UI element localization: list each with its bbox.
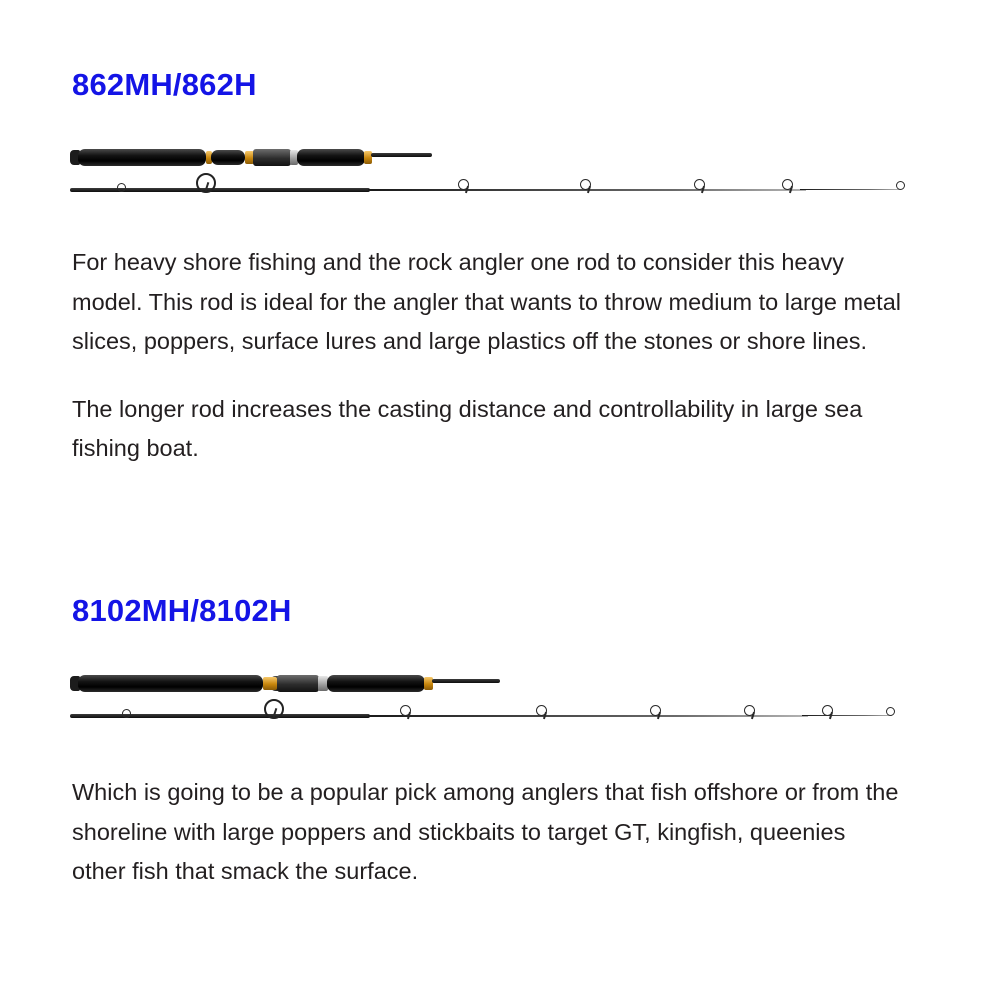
rod-tip-section-8102 [70,709,930,723]
paragraph: The longer rod increases the casting distance and controllability in large sea fishing boat. [72,395,863,461]
butt-blank [371,153,432,157]
fore-grip [327,675,425,692]
butt-blank [432,679,500,683]
description-8102 [0,773,1001,891]
tip-blank-thick [70,714,370,718]
rod-section-8102 [0,594,1001,892]
rod-section-862 [0,68,1001,468]
tip-blank-taper [368,715,808,717]
rear-grip [78,149,206,166]
tip-blank-fine [802,715,892,716]
gold-accent-ring-2 [267,677,277,690]
tip-top-guide-icon [896,181,905,190]
grip-mid [211,150,245,165]
fore-grip [297,149,365,166]
rod-butt-section-8102 [70,674,510,693]
rod-illustration-8102 [70,666,930,741]
tip-top-guide-icon [886,707,895,716]
rod-illustration-862 [70,140,930,215]
reel-seat [277,675,319,692]
tip-blank-fine [800,189,900,190]
rod-tip-section-862 [70,183,930,197]
page-title-862: 862MH/862H [72,67,257,102]
paragraph: Which is going to be a popular pick among anglers that fish offshore or from the shoreline with large poppers and stickbaits to target GT, kingfish, queenies other fish that smack the surface. [72,779,899,885]
description-862 [0,243,1001,468]
rod-butt-section-862 [70,148,433,167]
tip-blank-thick [70,188,370,192]
page-title-8102: 8102MH/8102H [72,593,292,628]
rear-grip [78,675,263,692]
reel-seat [253,149,291,166]
paragraph: For heavy shore fishing and the rock angler one rod to consider this heavy model. This rod is ideal for the angler that wants to throw medium to large metal slices, poppers, surface lures and large plastics off the stones or shore lines. [72,249,901,355]
